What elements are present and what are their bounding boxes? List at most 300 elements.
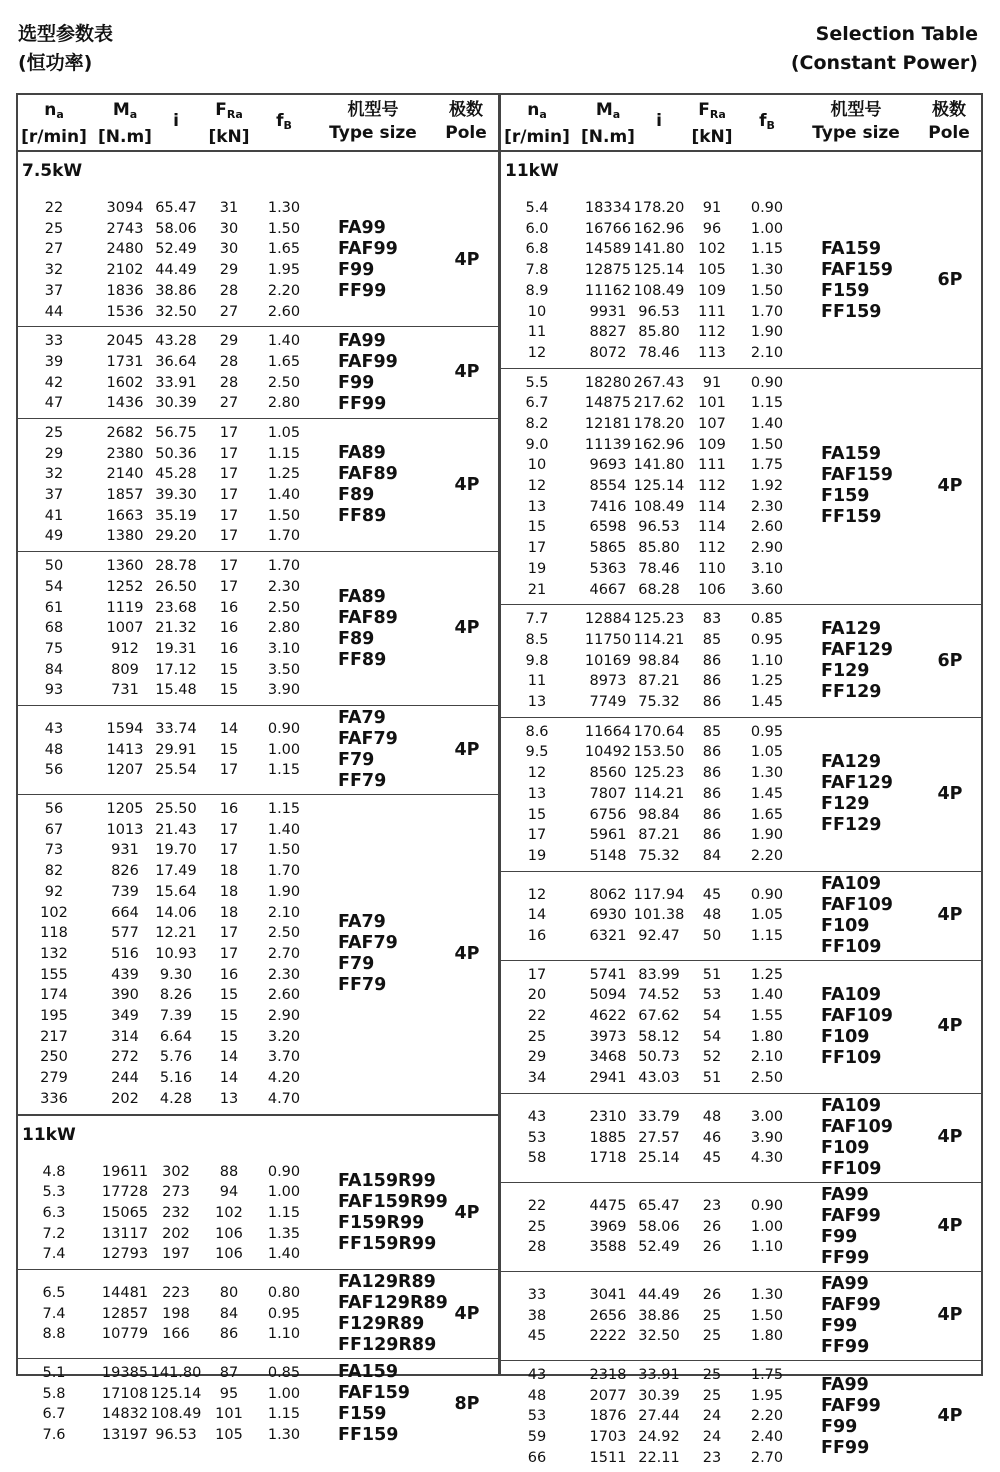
cell-m: 11162 <box>584 282 632 299</box>
cell-n: 29 <box>44 445 64 462</box>
type-size: FA159 <box>821 238 882 259</box>
cell-fra: 86 <box>702 785 722 802</box>
table-row <box>18 618 498 638</box>
type-size: F99 <box>821 1416 858 1437</box>
cell-m: 1413 <box>106 741 144 758</box>
cell-m: 1252 <box>106 578 144 595</box>
cell-i: 5.76 <box>159 1049 193 1066</box>
cell-m: 1360 <box>106 558 144 575</box>
cell-i: 56.75 <box>155 424 197 441</box>
selection-group <box>18 194 498 326</box>
cell-i: 25.54 <box>155 762 197 779</box>
cell-fb: 0.90 <box>750 200 784 216</box>
cell-m: 8072 <box>589 344 627 361</box>
cell-fb: 1.05 <box>750 907 784 924</box>
type-size: F79 <box>338 750 375 771</box>
table-row <box>18 760 498 780</box>
cell-n: 92 <box>44 883 64 900</box>
table-row <box>501 846 981 866</box>
cell-m: 1119 <box>106 599 144 616</box>
cell-fb: 1.40 <box>267 333 301 350</box>
table-row <box>18 985 498 1005</box>
cell-i: 25.14 <box>638 1150 680 1167</box>
table-row <box>18 1006 498 1026</box>
cell-m: 1663 <box>106 507 144 524</box>
table-row <box>501 322 981 342</box>
cell-n: 12 <box>527 478 547 495</box>
cell-fb: 2.30 <box>267 966 301 983</box>
cell-fra: 111 <box>698 303 726 320</box>
cell-i: 92.47 <box>638 928 680 945</box>
table-row <box>501 281 981 301</box>
cell-m: 2140 <box>106 466 144 483</box>
header-pole-line: Pole <box>928 123 970 143</box>
selection-group <box>501 871 981 960</box>
table-row <box>18 331 498 351</box>
cell-i: 202 <box>162 1225 190 1242</box>
table-row <box>501 1406 981 1426</box>
type-size: FAF109 <box>821 894 893 915</box>
type-size-list <box>338 331 398 415</box>
table-row <box>501 373 981 393</box>
cell-n: 48 <box>527 1387 547 1404</box>
cell-i: 52.49 <box>638 1239 680 1256</box>
cell-m: 739 <box>111 883 139 900</box>
cell-n: 25 <box>527 1218 547 1235</box>
cell-n: 59 <box>527 1428 547 1445</box>
header-na-label <box>502 99 572 126</box>
table-row <box>18 444 498 464</box>
cell-i: 52.49 <box>155 241 197 258</box>
cell-m: 12793 <box>101 1246 149 1263</box>
cell-m: 4622 <box>589 1008 627 1025</box>
selection-group <box>501 1093 981 1182</box>
cell-m: 1013 <box>106 821 144 838</box>
cell-fb: 1.00 <box>267 1385 301 1402</box>
table-row <box>18 639 498 659</box>
type-size: F99 <box>338 372 375 393</box>
cell-m: 14832 <box>101 1406 149 1423</box>
cell-fra: 16 <box>219 966 239 983</box>
cell-i: 170.64 <box>633 723 685 740</box>
selection-group <box>18 1269 498 1358</box>
cell-i: 114.21 <box>633 631 685 648</box>
cell-m: 12857 <box>101 1305 149 1322</box>
cell-m: 731 <box>111 682 139 699</box>
cell-i: 178.20 <box>633 415 685 432</box>
type-size-list <box>338 218 398 302</box>
cell-fb: 1.15 <box>267 801 301 818</box>
cell-n: 11 <box>527 673 547 690</box>
cell-m: 3588 <box>589 1239 627 1256</box>
table-row <box>18 393 498 413</box>
cell-fb: 0.80 <box>267 1285 301 1301</box>
right-table <box>499 93 983 1466</box>
cell-i: 96.53 <box>155 1427 197 1444</box>
header-fra-label-symbol: F <box>698 100 710 120</box>
cell-fb: 1.00 <box>267 741 301 758</box>
pole-value: 4P <box>454 362 480 383</box>
cell-i: 141.80 <box>633 241 685 258</box>
cell-i: 33.91 <box>155 374 197 391</box>
type-size-list <box>821 752 893 836</box>
cell-fb: 1.90 <box>267 883 301 900</box>
cell-fb: 1.50 <box>267 842 301 859</box>
cell-fra: 17 <box>219 821 239 838</box>
cell-n: 5.1 <box>42 1365 66 1382</box>
cell-fb: 1.80 <box>750 1028 784 1045</box>
table-row <box>501 517 981 537</box>
cell-i: 68.28 <box>638 581 680 598</box>
cell-fb: 1.50 <box>267 507 301 524</box>
type-size: FF99 <box>338 281 387 302</box>
cell-m: 1836 <box>106 282 144 299</box>
cell-n: 15 <box>527 519 547 536</box>
cell-n: 75 <box>44 640 64 657</box>
header-fb <box>264 110 304 137</box>
table-row <box>501 965 981 985</box>
type-size: FAF129 <box>821 773 893 794</box>
cell-n: 14 <box>527 907 547 924</box>
header-na-label-symbol: n <box>527 100 540 120</box>
cell-n: 41 <box>44 507 64 524</box>
cell-fb: 1.45 <box>750 785 784 802</box>
pole-value: 4P <box>937 475 963 496</box>
type-size: FAF159 <box>338 1383 410 1404</box>
cell-i: 58.12 <box>638 1028 680 1045</box>
cell-fra: 48 <box>702 1108 722 1125</box>
cell-i: 8.26 <box>159 987 193 1004</box>
cell-fra: 88 <box>219 1163 239 1180</box>
cell-fra: 111 <box>698 457 726 474</box>
header-fra-unit: [kN] <box>691 127 733 147</box>
cell-fb: 2.80 <box>267 620 301 637</box>
cell-i: 23.68 <box>155 599 197 616</box>
cell-i: 12.21 <box>155 925 197 942</box>
cell-fra: 17 <box>219 925 239 942</box>
title-en-line2: (Constant Power) <box>790 52 978 74</box>
cell-n: 13 <box>527 498 547 515</box>
cell-i: 27.44 <box>638 1408 680 1425</box>
cell-m: 912 <box>111 640 139 657</box>
cell-fra: 109 <box>698 436 726 453</box>
type-size: FA129 <box>821 619 882 640</box>
cell-n: 6.3 <box>42 1204 66 1221</box>
cell-fb: 1.40 <box>267 487 301 504</box>
cell-n: 10 <box>527 303 547 320</box>
cell-m: 439 <box>111 966 139 983</box>
cell-i: 22.11 <box>638 1449 680 1466</box>
header-ma-label-subscript: a <box>612 108 621 121</box>
cell-i: 4.28 <box>159 1090 193 1107</box>
cell-n: 22 <box>527 1197 547 1214</box>
cell-m: 3094 <box>106 200 144 216</box>
table-row <box>501 343 981 363</box>
cell-m: 2045 <box>106 333 144 350</box>
cell-m: 1718 <box>589 1150 627 1167</box>
cell-fb: 2.70 <box>267 945 301 962</box>
cell-i: 232 <box>162 1204 190 1221</box>
cell-i: 15.48 <box>155 682 197 699</box>
cell-fb: 0.95 <box>267 1305 301 1322</box>
cell-fb: 2.30 <box>267 578 301 595</box>
header-fra-unit: [kN] <box>208 127 250 147</box>
cell-fra: 45 <box>702 1150 722 1167</box>
cell-fb: 1.40 <box>750 415 784 432</box>
cell-fra: 86 <box>219 1326 239 1343</box>
cell-n: 9.0 <box>525 436 549 453</box>
cell-fra: 86 <box>702 827 722 844</box>
table-row <box>18 526 498 546</box>
cell-n: 19 <box>527 847 547 864</box>
pole-value: 4P <box>454 249 480 270</box>
cell-n: 5.3 <box>42 1184 66 1201</box>
type-size-list <box>338 708 398 792</box>
cell-i: 21.43 <box>155 821 197 838</box>
cell-n: 8.9 <box>525 282 549 299</box>
cell-n: 8.6 <box>525 723 549 740</box>
table-row <box>501 885 981 905</box>
table-row <box>501 825 981 845</box>
cell-i: 14.06 <box>155 904 197 921</box>
cell-fb: 3.90 <box>750 1129 784 1146</box>
cell-fra: 112 <box>698 324 726 341</box>
cell-i: 30.39 <box>638 1387 680 1404</box>
header-na-label <box>19 99 89 126</box>
cell-m: 1602 <box>106 374 144 391</box>
cell-n: 53 <box>527 1408 547 1425</box>
header-ma <box>573 99 643 149</box>
cell-fb: 1.25 <box>750 966 784 983</box>
cell-fra: 17 <box>219 424 239 441</box>
type-size: FA159 <box>821 444 882 465</box>
table-row <box>501 435 981 455</box>
pole-value: 4P <box>937 1406 963 1427</box>
cell-n: 250 <box>40 1049 68 1066</box>
cell-fra: 26 <box>702 1218 722 1235</box>
cell-fra: 15 <box>219 741 239 758</box>
type-size-list <box>821 1375 881 1459</box>
header-pole-line: 极数 <box>449 100 483 120</box>
table-row <box>18 1027 498 1047</box>
cell-fra: 85 <box>702 723 722 740</box>
cell-fb: 2.20 <box>750 1408 784 1425</box>
type-size: F99 <box>821 1226 858 1247</box>
cell-n: 38 <box>527 1307 547 1324</box>
cell-n: 47 <box>44 395 64 412</box>
cell-i: 19.31 <box>155 640 197 657</box>
table-row <box>18 1047 498 1067</box>
pole-value: 6P <box>937 650 963 671</box>
table-row <box>18 598 498 618</box>
cell-m: 516 <box>111 945 139 962</box>
type-size: FAF129R89 <box>338 1293 448 1314</box>
cell-fb: 2.50 <box>267 925 301 942</box>
type-size: FA109 <box>821 873 882 894</box>
pole-value: 4P <box>937 1305 963 1326</box>
cell-fb: 1.15 <box>750 241 784 258</box>
power-section-label: 11kW <box>505 161 559 181</box>
cell-i: 19.70 <box>155 842 197 859</box>
pole-value: 4P <box>454 739 480 760</box>
cell-n: 4.8 <box>42 1163 66 1180</box>
header-type-size <box>801 99 911 145</box>
cell-m: 664 <box>111 904 139 921</box>
table-row <box>501 260 981 280</box>
cell-i: 108.49 <box>633 282 685 299</box>
cell-n: 56 <box>44 801 64 818</box>
cell-fb: 1.15 <box>267 1204 301 1221</box>
cell-m: 1436 <box>106 395 144 412</box>
table-row <box>501 1326 981 1346</box>
selection-group <box>18 705 498 794</box>
header-ma-label-symbol: M <box>112 100 130 120</box>
table-row <box>501 414 981 434</box>
cell-fb: 2.50 <box>267 599 301 616</box>
cell-m: 12884 <box>584 611 632 628</box>
cell-fra: 86 <box>702 765 722 782</box>
header-fra-label-subscript: Ra <box>709 108 726 121</box>
cell-m: 8973 <box>589 673 627 690</box>
type-size-list <box>821 444 893 528</box>
title-cn-line2: (恒功率) <box>18 52 93 74</box>
cell-n: 93 <box>44 682 64 699</box>
type-size: FAF99 <box>821 1395 881 1416</box>
cell-m: 10492 <box>584 744 632 761</box>
type-size: FF99 <box>821 1336 870 1357</box>
cell-n: 19 <box>527 560 547 577</box>
cell-fra: 50 <box>702 928 722 945</box>
type-size: F109 <box>821 1026 870 1047</box>
title-en-line1: Selection Table <box>815 23 978 45</box>
type-size: FF89 <box>338 506 387 527</box>
cell-m: 7807 <box>589 785 627 802</box>
cell-fra: 112 <box>698 540 726 557</box>
type-size: FAF79 <box>338 933 398 954</box>
cell-i: 67.62 <box>638 1008 680 1025</box>
header-ma <box>90 99 160 149</box>
cell-fra: 17 <box>219 945 239 962</box>
cell-i: 38.86 <box>638 1307 680 1324</box>
type-size-list <box>338 587 398 671</box>
selection-group <box>501 194 981 368</box>
type-size: FA79 <box>338 912 386 933</box>
cell-m: 5865 <box>589 540 627 557</box>
cell-m: 13117 <box>101 1225 149 1242</box>
cell-m: 6756 <box>589 806 627 823</box>
cell-fra: 109 <box>698 282 726 299</box>
cell-n: 174 <box>40 987 68 1004</box>
cell-i: 78.46 <box>638 344 680 361</box>
cell-n: 28 <box>527 1239 547 1256</box>
cell-i: 96.53 <box>638 303 680 320</box>
cell-fra: 106 <box>215 1246 243 1263</box>
cell-n: 5.8 <box>42 1385 66 1402</box>
selection-group <box>501 604 981 717</box>
cell-fra: 18 <box>219 904 239 921</box>
cell-fb: 3.70 <box>267 1049 301 1066</box>
selection-group <box>18 1358 498 1450</box>
header-ma-label <box>573 99 643 126</box>
cell-m: 18334 <box>584 200 632 216</box>
cell-fb: 3.60 <box>750 581 784 598</box>
cell-fra: 86 <box>702 806 722 823</box>
cell-m: 18280 <box>584 374 632 391</box>
cell-i: 50.73 <box>638 1049 680 1066</box>
type-size: F89 <box>338 485 375 506</box>
cell-m: 11750 <box>584 631 632 648</box>
header-type-line: 机型号 <box>830 100 882 120</box>
selection-group <box>18 326 498 418</box>
cell-n: 7.2 <box>42 1225 66 1242</box>
cell-m: 1536 <box>106 303 144 320</box>
cell-n: 43 <box>527 1366 547 1383</box>
cell-i: 114.21 <box>633 785 685 802</box>
power-section-label: 11kW <box>18 1114 498 1158</box>
selection-group <box>18 1158 498 1270</box>
table-row <box>501 609 981 629</box>
cell-fb: 1.10 <box>267 1326 301 1343</box>
cell-fra: 17 <box>219 578 239 595</box>
type-size: FAF159R99 <box>338 1192 448 1213</box>
cell-fra: 16 <box>219 640 239 657</box>
cell-n: 132 <box>40 945 68 962</box>
cell-fra: 105 <box>215 1427 243 1444</box>
cell-fb: 3.10 <box>267 640 301 657</box>
cell-i: 153.50 <box>633 744 685 761</box>
type-size: FF109 <box>821 1047 882 1068</box>
type-size: FF159 <box>821 301 882 322</box>
header-na <box>19 99 89 149</box>
cell-fb: 1.50 <box>750 282 784 299</box>
cell-m: 1007 <box>106 620 144 637</box>
cell-fb: 1.55 <box>750 1008 784 1025</box>
type-size: FA79 <box>338 708 386 729</box>
cell-fra: 18 <box>219 883 239 900</box>
cell-i: 32.50 <box>638 1328 680 1345</box>
cell-m: 826 <box>111 863 139 880</box>
cell-m: 2743 <box>106 220 144 237</box>
type-size-list <box>821 874 893 958</box>
type-size: FF99 <box>821 1247 870 1268</box>
table-row <box>501 1285 981 1305</box>
cell-i: 198 <box>162 1305 190 1322</box>
pole-value: 6P <box>937 270 963 291</box>
cell-n: 12 <box>527 886 547 903</box>
pole-value: 4P <box>937 1216 963 1237</box>
table-row <box>501 722 981 742</box>
pole-value: 4P <box>937 1127 963 1148</box>
type-size: FA99 <box>338 330 386 351</box>
cell-fra: 25 <box>702 1328 722 1345</box>
cell-m: 2222 <box>589 1328 627 1345</box>
cell-fb: 1.75 <box>750 457 784 474</box>
cell-fra: 26 <box>702 1239 722 1256</box>
cell-i: 45.28 <box>155 466 197 483</box>
cell-i: 10.93 <box>155 945 197 962</box>
cell-n: 34 <box>527 1070 547 1087</box>
type-size: FA99 <box>338 218 386 239</box>
cell-i: 223 <box>162 1285 190 1301</box>
pole-value: 4P <box>454 1303 480 1324</box>
cell-m: 2102 <box>106 262 144 279</box>
cell-i: 85.80 <box>638 324 680 341</box>
cell-fb: 3.90 <box>267 682 301 699</box>
table-header <box>501 95 981 152</box>
title-cn-line1: 选型参数表 <box>18 23 114 45</box>
cell-m: 1380 <box>106 528 144 545</box>
cell-m: 390 <box>111 987 139 1004</box>
